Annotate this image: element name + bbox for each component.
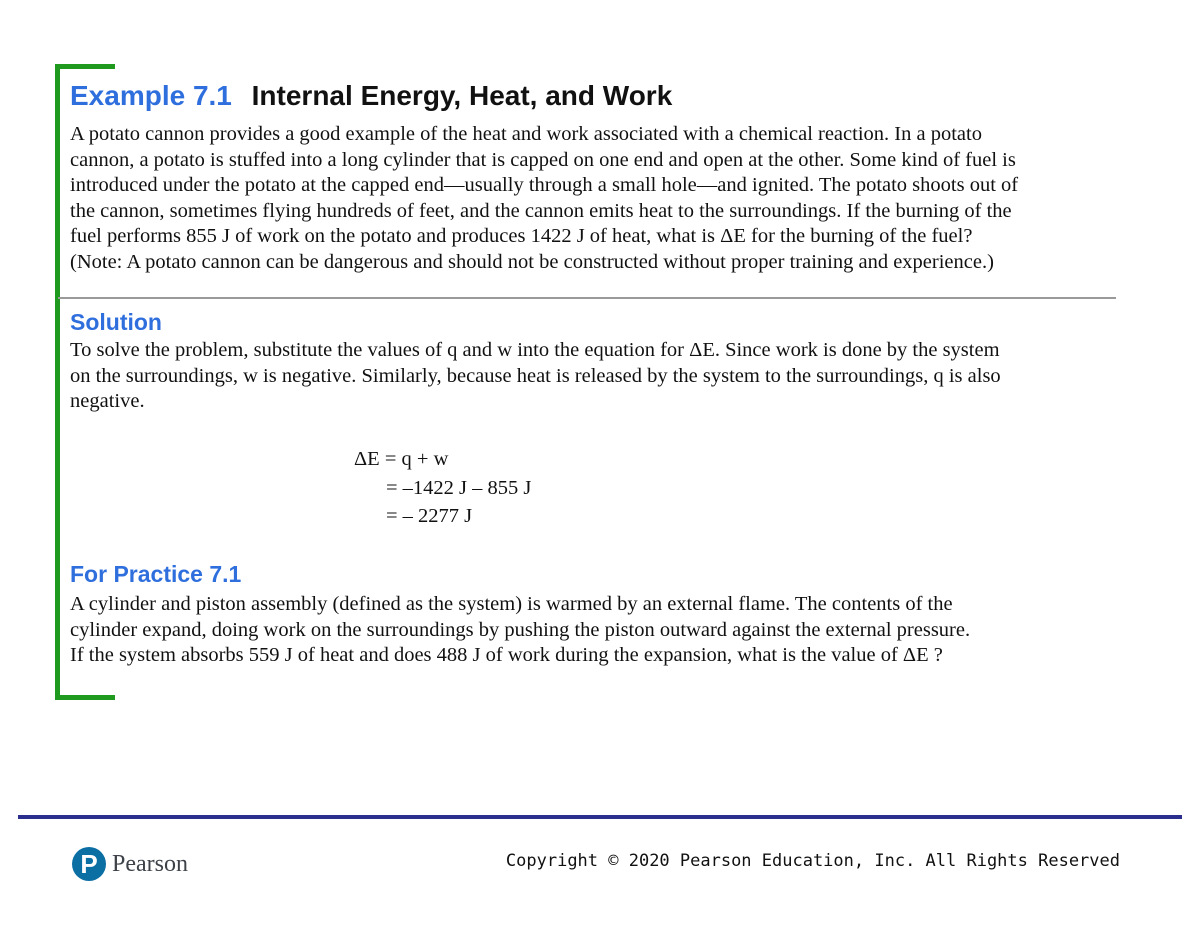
problem-line: cannon, a potato is stuffed into a long cylinder that is capped on one end and open at the other. Some kind of fuel is [70,148,1016,171]
practice-heading: For Practice 7.1 [70,561,242,587]
problem-line: introduced under the potato at the capped end—usually through a small hole—and ignited. The potato shoots out of [70,174,1019,196]
solution-line: negative. [70,390,145,412]
practice-line: cylinder expand, doing work on the surroundings by pushing the piston outward against the external pressure. [70,618,971,641]
pearson-logo-text: Pearson [112,850,188,877]
example-name: Internal Energy, Heat, and Work [251,80,673,111]
problem-line: fuel performs 855 J of work on the potato and produces 1422 J of heat, what is ΔE for the burning of the fuel? [70,225,973,247]
footer-rule [18,815,1182,819]
example-title [70,80,672,112]
example-number: Example 7.1 [70,80,232,111]
bracket-top-bar [55,64,115,69]
pearson-logo [72,845,188,883]
section-divider [58,297,1116,299]
equation-line: = – 2277 J [386,505,473,527]
problem-line: the cannon, sometimes flying hundreds of feet, and the cannon emits heat to the surroundings. If the burning of the [70,199,1012,222]
equation-line: ΔE = q + w [354,448,449,470]
bracket-vertical-bar [55,64,60,700]
problem-line: (Note: A potato cannon can be dangerous and should not be constructed without proper training and experience.) [70,250,994,273]
problem-line: A potato cannon provides a good example of the heat and work associated with a chemical reaction. In a potato [70,123,982,145]
solution-text [70,338,1001,415]
solution-heading: Solution [70,309,162,335]
copyright-notice: Copyright © 2020 Pearson Education, Inc. All Rights Reserved [505,851,1120,871]
solution-line: To solve the problem, substitute the values of q and w into the equation for ΔE. Since work is done by the system [70,339,1000,361]
practice-line: If the system absorbs 559 J of heat and does 488 J of work during the expansion, what is the value of ΔE ? [70,644,943,666]
equation-line: = –1422 J – 855 J [386,477,532,499]
problem-text [70,122,1018,275]
practice-text [70,592,970,669]
pearson-logo-icon: P [72,847,106,881]
practice-line: A cylinder and piston assembly (defined as the system) is warmed by an external flame. The contents of the [70,593,953,615]
solution-line: on the surroundings, w is negative. Similarly, because heat is released by the system to the surroundings, q is also [70,364,1001,387]
bracket-bottom-bar [55,695,115,700]
